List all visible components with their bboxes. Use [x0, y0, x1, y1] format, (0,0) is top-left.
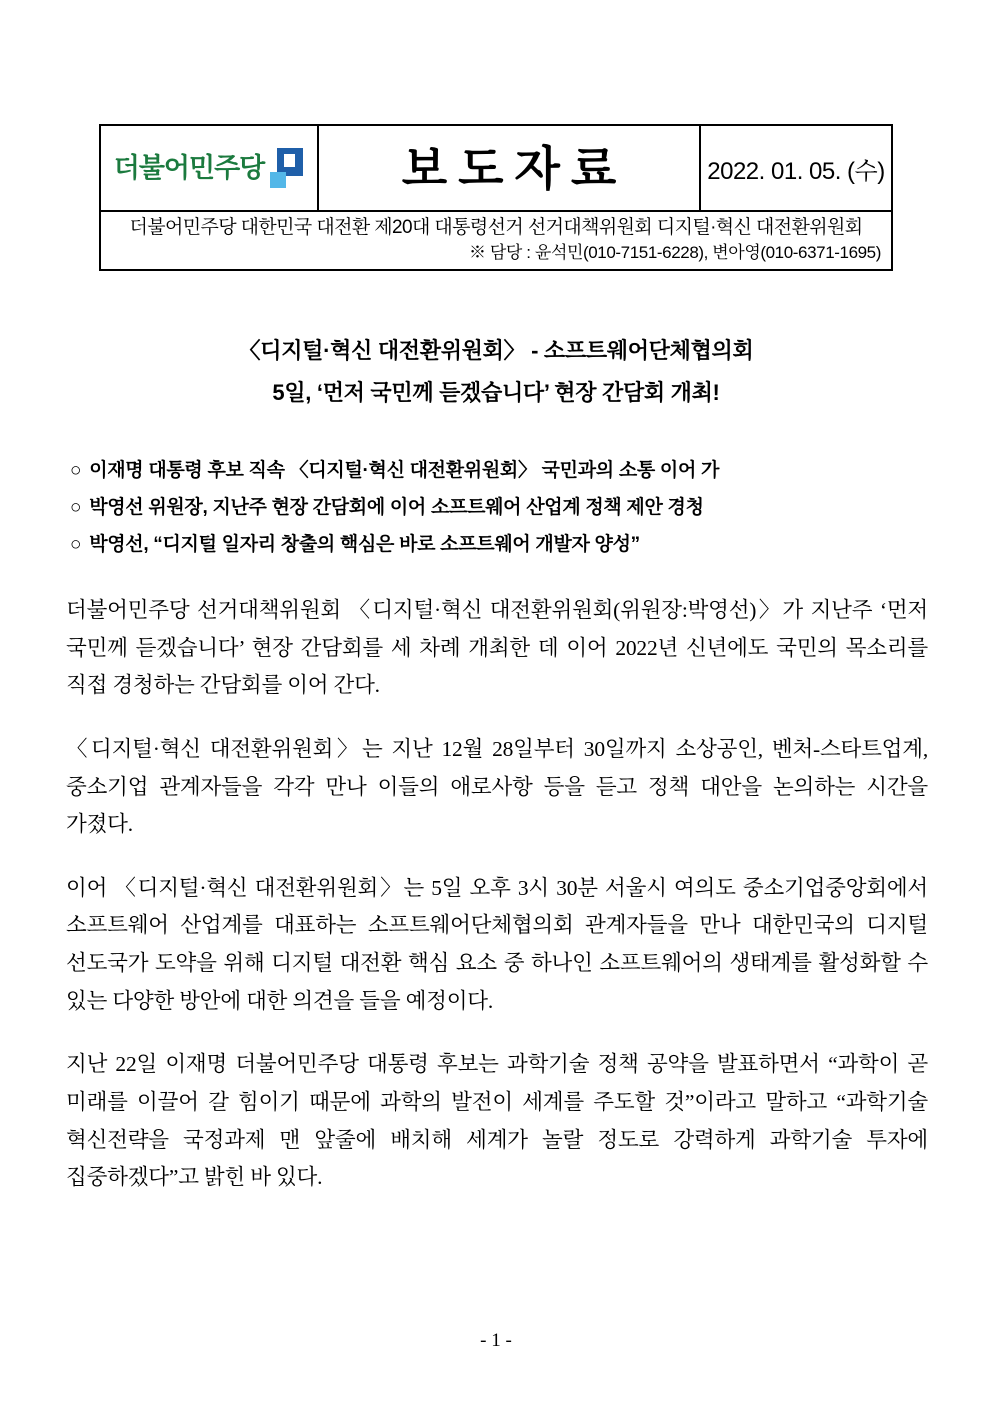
bullet-item: [70, 452, 930, 489]
party-logo-cell: [101, 126, 319, 210]
document-date-cell: [701, 126, 891, 210]
bullet-text: 박영선 위원장, 지난주 현장 간담회에 이어 소프트웨어 산업계 정책 제안 경청: [89, 497, 704, 519]
body-paragraph: 지난 22일 이재명 더불어민주당 대통령 후보는 과학기술 정책 공약을 발표하면서 “과학이 곧 미래를 이끌어 갈 힘이기 때문에 과학의 발전이 세계를 주도할 것”이라고 말하고 “과학기술 혁신전략을 국정과제 맨 앞줄에 배치해 세계가 놀랄 정도로 강력하게 과학기술 투자에 집중하겠다”고 밝힌 바 있다.: [66, 1052, 928, 1190]
bullet-text: 박영선, “디지털 일자리 창출의 핵심은 바로 소프트웨어 개발자 양성”: [89, 534, 640, 556]
header-top-row: [101, 126, 891, 210]
document-title-cell: [319, 126, 701, 210]
body-paragraph: 〈디지털·혁신 대전환위원회〉는 지난 12월 28일부터 30일까지 소상공인, 벤처-스타트업계, 중소기업 관계자들을 각각 만나 이들의 애로사항 등을 듣고 정책 대안을 논의하는 시간을 가졌다.: [66, 736, 928, 837]
bullet-item: [70, 489, 930, 526]
headline-block: [99, 330, 893, 414]
headline-line-2: 5일, ‘먼저 국민께 듣겠습니다’ 현장 간담회 개최!: [272, 379, 720, 405]
organization-line: 더불어민주당 대한민국 대전환 제20대 대통령선거 선거대책위원회 디지털·혁신 대전환위원회: [129, 217, 863, 238]
page-number: - 1 -: [480, 1330, 512, 1351]
bullet-marker: ○: [70, 460, 82, 481]
document-date: 2022. 01. 05. (수): [707, 157, 885, 185]
bullet-marker: ○: [70, 497, 82, 519]
bullet-item: [70, 526, 930, 563]
bullet-text: 이재명 대통령 후보 직속 〈디지털·혁신 대전환위원회〉 국민과의 소통 이어 가: [89, 460, 720, 481]
header-bottom-row: [101, 210, 891, 269]
bullet-marker: ○: [70, 534, 82, 556]
summary-bullets: [70, 452, 930, 563]
body-content: [66, 592, 928, 1197]
document-header: [99, 124, 893, 271]
democratic-party-square-mark-icon: [270, 148, 304, 188]
headline-line-1: 〈디지털·혁신 대전환위원회〉 - 소프트웨어단체협의회: [238, 338, 754, 363]
body-paragraph: 이어 〈디지털·혁신 대전환위원회〉는 5일 오후 3시 30분 서울시 여의도 중소기업중앙회에서 소프트웨어 산업계를 대표하는 소프트웨어단체협의회 관계자들을 만나 대한민국의 디지털 선도국가 도약을 위해 디지털 대전환 핵심 요소 중 하나인 소프트웨어의 생태계를 활성화할 수 있는 다양한 방안에 대한 의견을 들을 예정이다.: [66, 875, 928, 1013]
document-title: 보도자료: [401, 141, 628, 195]
contact-line: ※ 담당 : 윤석민(010-7151-6228), 변아영(010-6371-1695): [468, 242, 881, 262]
party-name-label: 더불어민주당: [113, 152, 265, 183]
party-logo: [114, 148, 305, 188]
body-paragraph: 더불어민주당 선거대책위원회 〈디지털·혁신 대전환위원회(위원장:박영선)〉가 지난주 ‘먼저 국민께 듣겠습니다’ 현장 간담회를 세 차례 개최한 데 이어 2022년 신년에도 국민의 목소리를 직접 경청하는 간담회를 이어 간다.: [66, 598, 928, 698]
